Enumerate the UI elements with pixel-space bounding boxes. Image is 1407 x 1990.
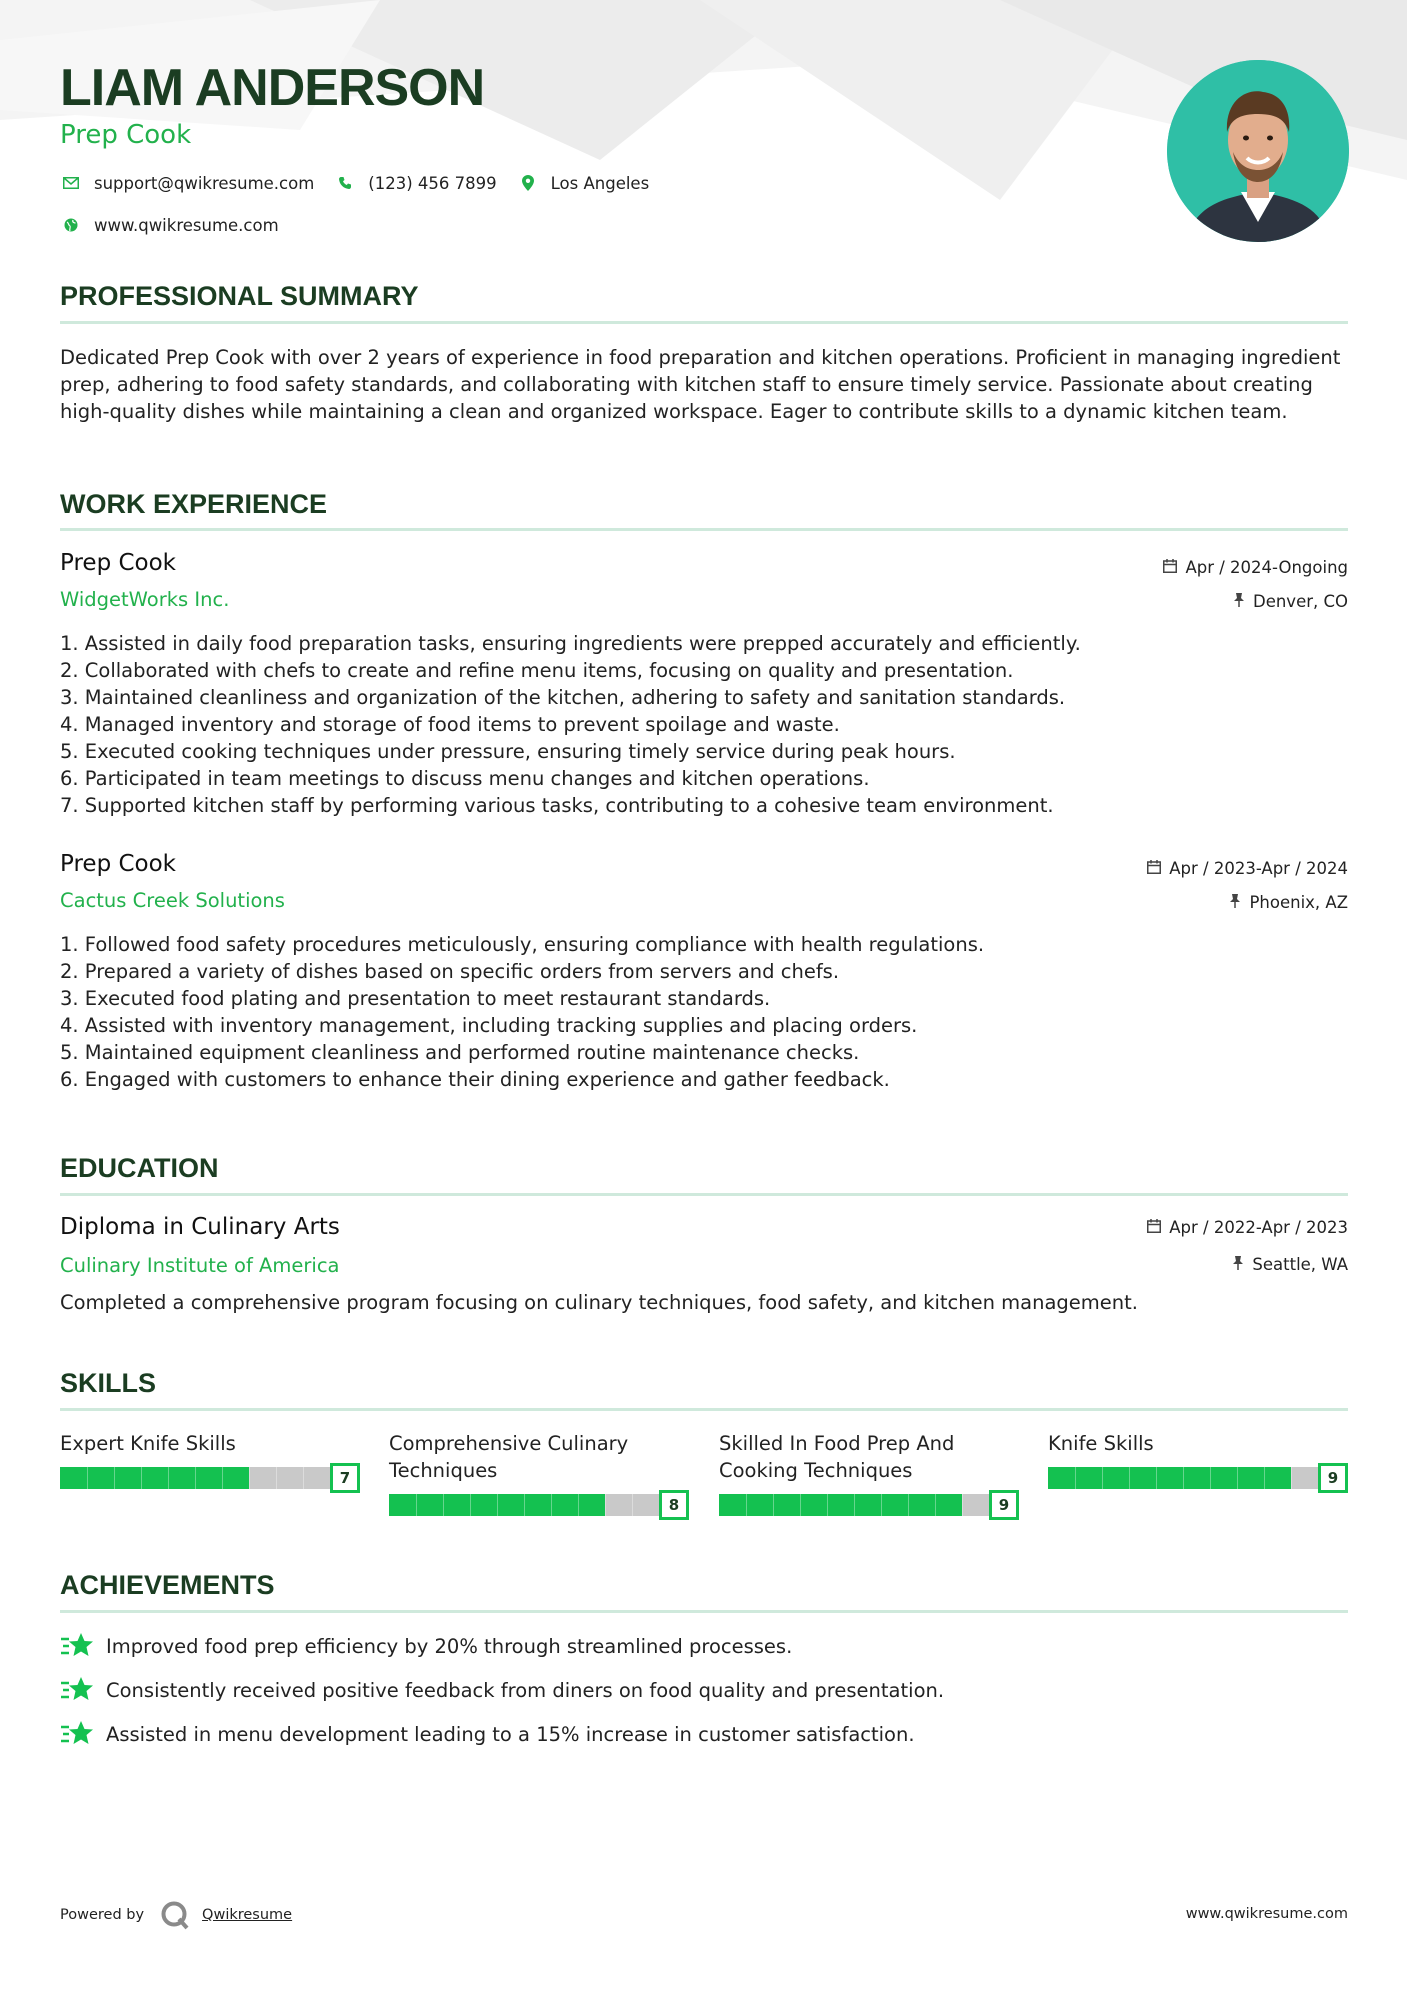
education-description: Completed a comprehensive program focusing on culinary techniques, food safety, and kitchen management. bbox=[60, 1291, 1138, 1314]
achievement-item bbox=[60, 1676, 944, 1704]
job-responsibilities bbox=[60, 630, 1348, 819]
powered-by-label: Powered by bbox=[60, 1907, 145, 1923]
qwikresume-logo-icon bbox=[160, 1900, 190, 1930]
education-heading: EDUCATION bbox=[60, 1153, 219, 1183]
section-divider bbox=[60, 1408, 1348, 1411]
skill-bar-segment bbox=[578, 1494, 579, 1516]
calendar-icon bbox=[1163, 559, 1177, 577]
skill-bar-segment bbox=[1264, 1467, 1265, 1489]
contact-row bbox=[60, 172, 669, 194]
skill-bar-track bbox=[1048, 1467, 1318, 1489]
skill-bar-segment bbox=[551, 1494, 552, 1516]
skill-item bbox=[389, 1430, 689, 1520]
skill-bar-segment bbox=[303, 1467, 304, 1489]
skill-bar-segment bbox=[746, 1494, 747, 1516]
job-responsibilities bbox=[60, 931, 1348, 1093]
skill-bar-segment bbox=[470, 1494, 471, 1516]
skill-item bbox=[1048, 1430, 1348, 1493]
profile-photo bbox=[1167, 60, 1349, 242]
achievement-item bbox=[60, 1720, 915, 1748]
contact-location bbox=[517, 172, 650, 194]
skill-bar-segment bbox=[249, 1467, 250, 1489]
phone-icon bbox=[334, 172, 356, 194]
list-item: 6. Engaged with customers to enhance their dining experience and gather feedback. bbox=[60, 1068, 890, 1091]
star-badge-icon bbox=[60, 1632, 94, 1660]
skill-score: 9 bbox=[1318, 1463, 1348, 1493]
contact-phone bbox=[334, 172, 496, 194]
skill-bar-segment bbox=[168, 1467, 169, 1489]
skill-bar-segment bbox=[87, 1467, 88, 1489]
skill-bar-segment bbox=[1210, 1467, 1211, 1489]
qwikresume-link[interactable]: Qwikresume bbox=[202, 1907, 293, 1923]
star-badge-icon bbox=[60, 1676, 94, 1704]
star-badge-icon bbox=[60, 1720, 94, 1748]
job-location-text: Phoenix, AZ bbox=[1249, 893, 1348, 912]
job-location bbox=[1233, 592, 1348, 611]
skill-rating-bar bbox=[719, 1490, 1019, 1520]
skill-bar-segment bbox=[773, 1494, 774, 1516]
summary-text: Dedicated Prep Cook with over 2 years of experience in food preparation and kitchen operations. Proficient in managing ingredient prep, adhering to food safety standards, and collaborating with kitchen staff to ensure timely service. Passionate about creating high-quality dishes while maintaining a clean and organized workspace. Eager to contribute skills to a dynamic kitchen team. bbox=[60, 346, 1341, 423]
footer-website[interactable]: www.qwikresume.com bbox=[1185, 1906, 1348, 1922]
skill-bar-segment bbox=[962, 1494, 963, 1516]
contact-email bbox=[60, 172, 314, 194]
list-item: 4. Managed inventory and storage of food items to prevent spoilage and waste. bbox=[60, 713, 840, 736]
contact-row-website bbox=[60, 214, 299, 236]
footer-powered-by bbox=[60, 1900, 292, 1930]
candidate-role: Prep Cook bbox=[60, 120, 192, 150]
skill-bar-segment bbox=[908, 1494, 909, 1516]
company-name: Cactus Creek Solutions bbox=[60, 889, 285, 912]
skill-rating-bar bbox=[60, 1463, 360, 1493]
calendar-icon bbox=[1147, 860, 1161, 878]
list-item: 2. Collaborated with chefs to create and refine menu items, focusing on quality and presentation. bbox=[60, 659, 1014, 682]
job-dates-text: Apr / 2023-Apr / 2024 bbox=[1169, 859, 1348, 878]
skill-name: Expert Knife Skills bbox=[60, 1432, 236, 1455]
school-name: Culinary Institute of America bbox=[60, 1254, 340, 1277]
job-dates bbox=[1147, 859, 1348, 878]
skill-bar-segment bbox=[800, 1494, 801, 1516]
company-name: WidgetWorks Inc. bbox=[60, 588, 230, 611]
job-location bbox=[1229, 893, 1348, 912]
list-item: 3. Executed food plating and presentation to meet restaurant standards. bbox=[60, 987, 771, 1010]
website-link[interactable]: www.qwikresume.com bbox=[94, 215, 279, 235]
summary-heading: PROFESSIONAL SUMMARY bbox=[60, 281, 419, 311]
section-divider bbox=[60, 1610, 1348, 1613]
list-item: 2. Prepared a variety of dishes based on specific orders from servers and chefs. bbox=[60, 960, 840, 983]
skill-bar-segment bbox=[114, 1467, 115, 1489]
list-item: 1. Followed food safety procedures meticulously, ensuring compliance with health regulations. bbox=[60, 933, 985, 956]
skill-bar-segment bbox=[935, 1494, 936, 1516]
skill-score: 7 bbox=[330, 1463, 360, 1493]
map-pin-icon bbox=[517, 172, 539, 194]
section-divider bbox=[60, 528, 1348, 531]
degree-title: Diploma in Culinary Arts bbox=[60, 1214, 340, 1240]
skill-bar-segment bbox=[141, 1467, 142, 1489]
list-item: 5. Maintained equipment cleanliness and performed routine maintenance checks. bbox=[60, 1041, 860, 1064]
skill-bar-segment bbox=[524, 1494, 525, 1516]
list-item: 4. Assisted with inventory management, including tracking supplies and placing orders. bbox=[60, 1014, 918, 1037]
achievement-text: Assisted in menu development leading to a 15% increase in customer satisfaction. bbox=[106, 1722, 915, 1746]
skill-bar-segment bbox=[1156, 1467, 1157, 1489]
section-divider bbox=[60, 1193, 1348, 1196]
section-divider bbox=[60, 321, 1348, 324]
job-dates-text: Apr / 2024-Ongoing bbox=[1185, 558, 1348, 577]
achievement-text: Improved food prep efficiency by 20% through streamlined processes. bbox=[106, 1634, 793, 1658]
pushpin-icon bbox=[1233, 593, 1245, 611]
skill-bar-fill bbox=[719, 1494, 962, 1516]
skill-name: Skilled In Food Prep And Cooking Techniques bbox=[719, 1432, 955, 1482]
job-dates bbox=[1163, 558, 1348, 577]
skill-bar-segment bbox=[1291, 1467, 1292, 1489]
job-location-text: Denver, CO bbox=[1252, 592, 1348, 611]
skill-score: 9 bbox=[989, 1490, 1019, 1520]
list-item: 7. Supported kitchen staff by performing various tasks, contributing to a cohesive team environment. bbox=[60, 794, 1054, 817]
skill-bar-segment bbox=[1075, 1467, 1076, 1489]
location-text: Los Angeles bbox=[550, 173, 650, 193]
pushpin-icon bbox=[1229, 894, 1241, 912]
skill-bar-fill bbox=[60, 1467, 249, 1489]
job-title: Prep Cook bbox=[60, 550, 176, 576]
skill-bar-segment bbox=[1102, 1467, 1103, 1489]
email-link[interactable]: support@qwikresume.com bbox=[94, 173, 315, 193]
skill-bar-segment bbox=[1129, 1467, 1130, 1489]
skill-bar-segment bbox=[416, 1494, 417, 1516]
candidate-name: LIAM ANDERSON bbox=[60, 59, 485, 117]
skill-bar-segment bbox=[443, 1494, 444, 1516]
achievement-text: Consistently received positive feedback from diners on food quality and presentation. bbox=[106, 1678, 945, 1702]
education-location-text: Seattle, WA bbox=[1252, 1255, 1348, 1274]
skill-bar-segment bbox=[854, 1494, 855, 1516]
skill-bar-segment bbox=[222, 1467, 223, 1489]
skill-rating-bar bbox=[389, 1490, 689, 1520]
job-title: Prep Cook bbox=[60, 851, 176, 877]
skill-score: 8 bbox=[659, 1490, 689, 1520]
achievement-item bbox=[60, 1632, 792, 1660]
phone-number: (123) 456 7899 bbox=[368, 173, 497, 193]
calendar-icon bbox=[1147, 1219, 1161, 1237]
education-dates-text: Apr / 2022-Apr / 2023 bbox=[1169, 1218, 1348, 1237]
skill-bar-segment bbox=[1183, 1467, 1184, 1489]
skill-bar-segment bbox=[632, 1494, 633, 1516]
list-item: 1. Assisted in daily food preparation tasks, ensuring ingredients were prepped accurately and efficiently. bbox=[60, 632, 1081, 655]
globe-icon bbox=[60, 214, 82, 236]
skills-heading: SKILLS bbox=[60, 1368, 157, 1398]
skill-bar-segment bbox=[881, 1494, 882, 1516]
skill-bar-segment bbox=[1237, 1467, 1238, 1489]
skill-bar-segment bbox=[827, 1494, 828, 1516]
skill-item bbox=[60, 1430, 360, 1493]
education-dates bbox=[1147, 1218, 1348, 1237]
envelope-icon bbox=[60, 172, 82, 194]
skill-bar-segment bbox=[195, 1467, 196, 1489]
list-item: 3. Maintained cleanliness and organization of the kitchen, adhering to safety and sanitation standards. bbox=[60, 686, 1066, 709]
skill-bar-track bbox=[60, 1467, 330, 1489]
skill-bar-track bbox=[719, 1494, 989, 1516]
education-location bbox=[1232, 1255, 1348, 1274]
skill-name: Knife Skills bbox=[1048, 1432, 1154, 1455]
skill-bar-segment bbox=[497, 1494, 498, 1516]
skill-item bbox=[719, 1430, 1019, 1520]
list-item: 6. Participated in team meetings to discuss menu changes and kitchen operations. bbox=[60, 767, 870, 790]
achievements-heading: ACHIEVEMENTS bbox=[60, 1570, 275, 1600]
experience-heading: WORK EXPERIENCE bbox=[60, 489, 328, 519]
contact-website bbox=[60, 214, 279, 236]
skill-bar-segment bbox=[605, 1494, 606, 1516]
skill-bar-fill bbox=[1048, 1467, 1291, 1489]
skill-bar-track bbox=[389, 1494, 659, 1516]
skill-rating-bar bbox=[1048, 1463, 1348, 1493]
skill-name: Comprehensive Culinary Techniques bbox=[389, 1432, 629, 1482]
pushpin-icon bbox=[1232, 1256, 1244, 1274]
skill-bar-segment bbox=[276, 1467, 277, 1489]
list-item: 5. Executed cooking techniques under pressure, ensuring timely service during peak hours. bbox=[60, 740, 956, 763]
